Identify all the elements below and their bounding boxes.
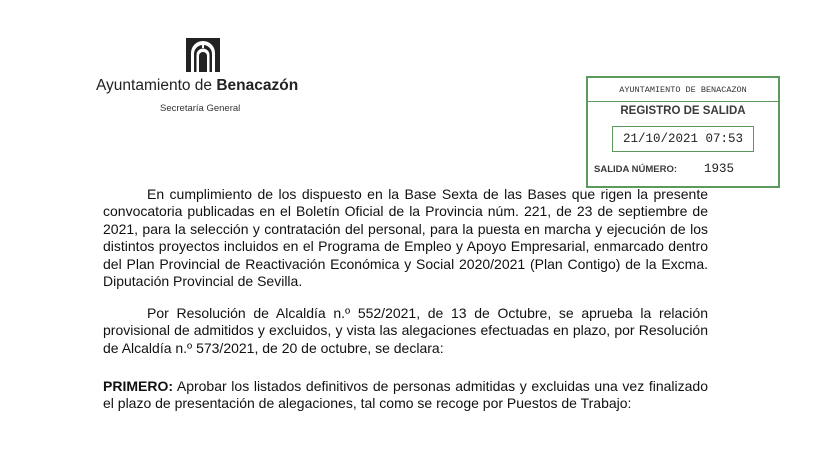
department-name: Secretaría General xyxy=(160,103,241,114)
paragraph-bases-text: En cumplimiento de los dispuesto en la Base Sexta de las Bases que rigen la presente convocatoria publicadas en el Boletín Oficial de la Provincia núm. 221, de 23 de septiembre de 2021, para la selección y contratación del personal, para la puesta en marcha y ejecución de los distintos proyectos incluidos en el Programa de Empleo y Apoyo Empresarial, enmarcado dentro del Plan Provincial de Reactivación Económica y Social 2020/2021 (Plan Contigo) de la Excma. Diputación Provincial de Sevilla. xyxy=(103,186,708,290)
paragraph-bases xyxy=(103,186,708,290)
registry-stamp xyxy=(586,76,780,188)
paragraph-primero xyxy=(103,378,708,413)
paragraph-primero-text: Aprobar los listados definitivos de personas admitidas y excluidas una vez finalizado el plazo de presentación de alegaciones, tal como se recoge por Puestos de Trabajo: xyxy=(103,378,708,412)
stamp-organization: AYUNTAMIENTO DE BENACAZON xyxy=(588,78,778,102)
stamp-exit-label: SALIDA NÚMERO: xyxy=(594,164,678,175)
stamp-exit-number: 1935 xyxy=(704,162,735,176)
arch-crest-icon xyxy=(186,38,220,72)
organization-name: Ayuntamiento de Benacazón xyxy=(96,77,299,94)
stamp-title: REGISTRO DE SALIDA xyxy=(620,105,746,117)
paragraph-resolution xyxy=(103,305,708,357)
primero-label: PRIMERO: xyxy=(103,378,173,394)
paragraph-resolution-text: Por Resolución de Alcaldía n.º 552/2021, de 13 de Octubre, se aprueba la relación provisional de admitidos y excluidos, y vista las alegaciones efectuadas en plazo, por Resolución de Alcaldía n.º 573/2021, de 20 de octubre, se declara: xyxy=(103,305,708,356)
stamp-datetime: 21/10/2021 07:53 xyxy=(612,126,754,152)
